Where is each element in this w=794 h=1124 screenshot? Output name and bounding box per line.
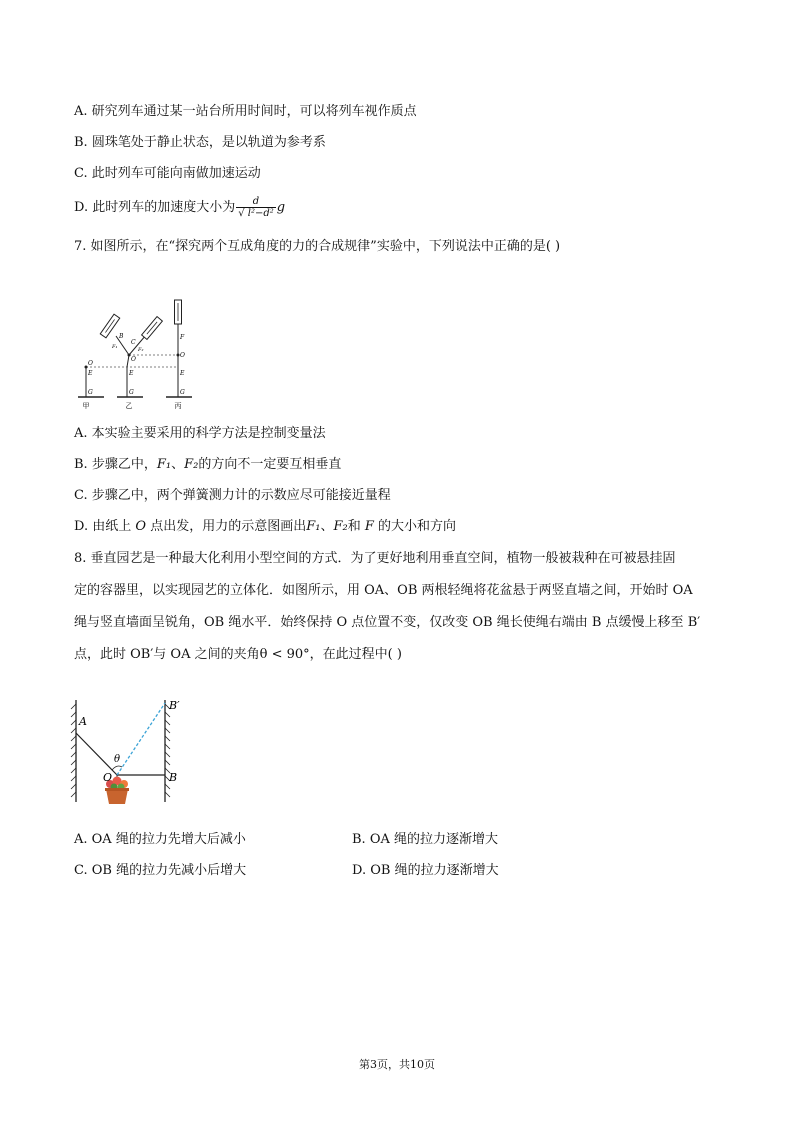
label-b-prime: B′ <box>169 699 180 712</box>
f2-symbol: F₂ <box>333 519 348 534</box>
label-theta: θ <box>114 754 121 765</box>
label-c: C <box>131 339 136 346</box>
q7-d-suffix: 的大小和方向 <box>378 519 457 534</box>
label-g-yi: G <box>129 389 134 396</box>
label-f2: F₂ <box>138 347 144 353</box>
caption-yi: 乙 <box>125 402 133 410</box>
f1-symbol: F₁ <box>156 457 172 472</box>
label-e-bing: E <box>180 370 185 377</box>
acceleration-fraction <box>236 196 276 219</box>
label-o-yi: O <box>131 356 136 363</box>
q6-option-d <box>74 196 285 219</box>
label-o: O <box>103 771 113 784</box>
label-e-yi: E <box>129 370 134 377</box>
caption-jia: 甲 <box>82 402 90 410</box>
q8-figure <box>70 698 190 808</box>
q8-stem-line2: 定的容器里，以实现园艺的立体化．如图所示，用 OA、OB 两根轻绳将花盆悬于两竖直墙之间，开始时 OA <box>74 583 693 598</box>
q7-b-suffix: 的方向不一定要互相垂直 <box>198 457 342 472</box>
fraction-denominator: √ l²−d² <box>238 208 274 219</box>
q7-option-d <box>74 518 456 536</box>
label-g-bing: G <box>180 389 185 396</box>
q7-option-a: A. 本实验主要采用的科学方法是控制变量法 <box>74 426 326 441</box>
q7-d-mid: 点出发，用力的示意图画出 <box>150 519 307 534</box>
label-f: F <box>180 334 185 341</box>
label-b: B <box>119 333 124 340</box>
q8-option-b: B. OA 绳的拉力逐渐增大 <box>352 832 498 847</box>
page-footer: 第3页，共10页 <box>359 1058 435 1071</box>
q7-option-c: C. 步骤乙中，两个弹簧测力计的示数应尽可能接近量程 <box>74 488 391 503</box>
q7-d-prefix: D. 由纸上 <box>74 519 132 534</box>
o-symbol: O <box>135 519 147 534</box>
q6-option-c: C. 此时列车可能向南做加速运动 <box>74 166 261 181</box>
label-e-jia: E <box>88 370 93 377</box>
q6-option-a: A. 研究列车通过某一站台所用时间时，可以将列车视作质点 <box>74 104 417 119</box>
q8-option-d: D. OB 绳的拉力逐渐增大 <box>352 863 499 878</box>
q8-option-c: C. OB 绳的拉力先减小后增大 <box>74 863 247 878</box>
fraction-numerator: d <box>236 196 276 208</box>
q8-stem-line4: 点，此时 OB′与 OA 之间的夹角θ < 90°，在此过程中( ) <box>74 647 402 662</box>
gravity-symbol: g <box>276 200 286 215</box>
q8-option-a: A. OA 绳的拉力先增大后减小 <box>74 832 246 847</box>
q7-b-prefix: B. 步骤乙中， <box>74 457 157 472</box>
q6-option-d-text: D. 此时列车的加速度大小为 <box>74 200 236 215</box>
q7-option-b <box>74 456 341 474</box>
label-g-jia: G <box>88 389 93 396</box>
q8-stem-line3: 绳与竖直墙面呈锐角，OB 绳水平．始终保持 O 点位置不变，仅改变 OB 绳长使绳右端由 B 点缓慢上移至 B′ <box>74 615 701 630</box>
q7-stem: 7. 如图所示，在“探究两个互成角度的力的合成规律”实验中，下列说法中正确的是( ) <box>74 239 561 254</box>
q7-d-and: 和 <box>347 519 361 534</box>
f-symbol: F <box>364 519 374 534</box>
q7-d-sep: 、 <box>320 519 334 534</box>
label-o-jia: O <box>88 360 93 367</box>
label-b: B <box>169 771 178 784</box>
q6-option-b: B. 圆珠笔处于静止状态，是以轨道为参考系 <box>74 135 326 150</box>
f1-symbol: F₁ <box>306 519 321 534</box>
caption-bing: 丙 <box>174 402 182 410</box>
f2-symbol: F₂ <box>184 457 199 472</box>
label-a: A <box>79 715 87 728</box>
label-o-bing: O <box>180 352 185 359</box>
label-f1: F₁ <box>112 344 118 350</box>
q7-b-sep: 、 <box>171 457 185 472</box>
q7-figure <box>74 292 204 414</box>
q8-stem-line1: 8. 垂直园艺是一种最大化利用小型空间的方式．为了更好地利用垂直空间，植物一般被栽种在可被悬挂固 <box>74 551 676 566</box>
